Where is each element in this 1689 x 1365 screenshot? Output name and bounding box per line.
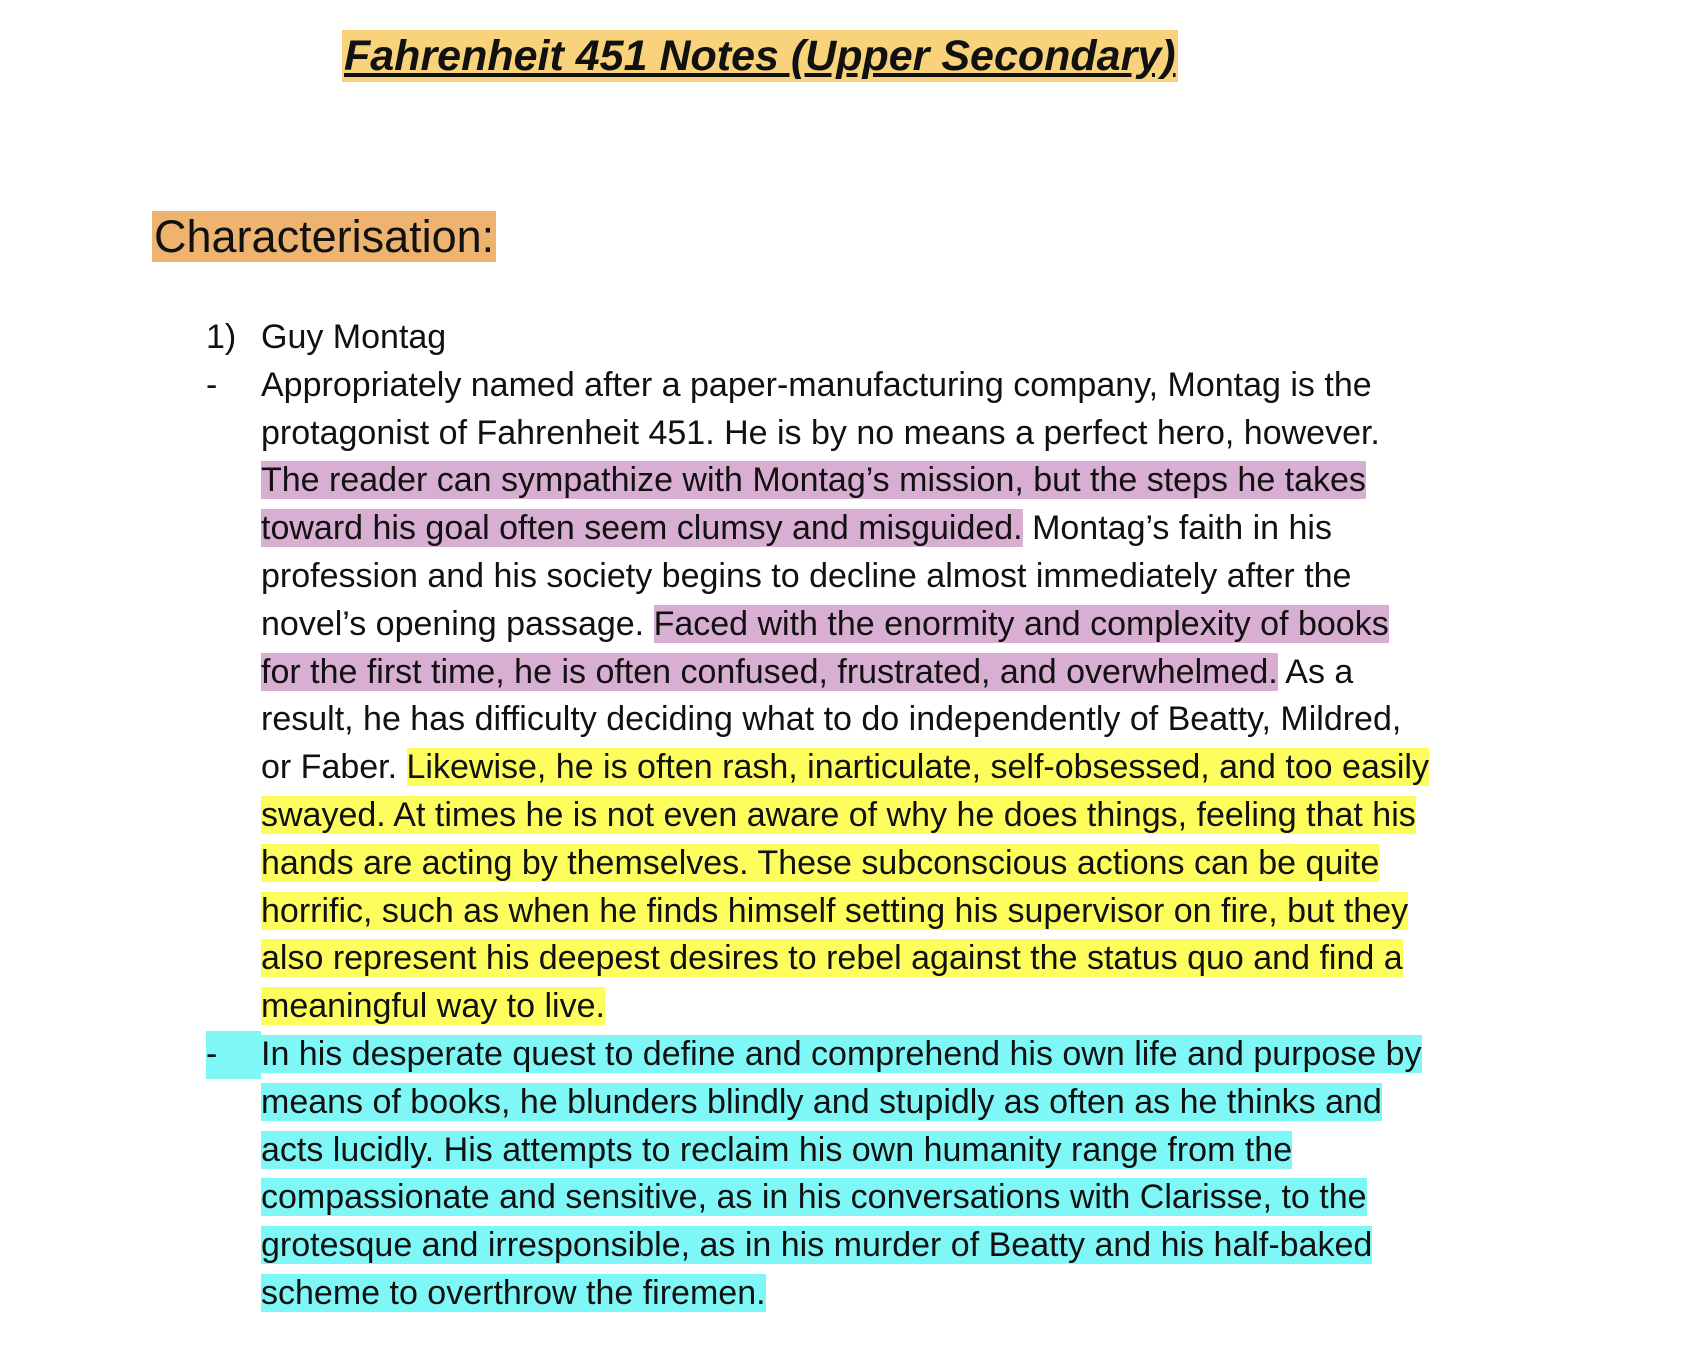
numbered-item — [0, 314, 1431, 362]
cyan-highlight-segment: In his desperate quest to define and comprehend his own life and purpose by means of books, he blunders blindly and stupidly as often as he thinks and acts lucidly. His attempts to reclaim his own humanity range from the compassionate and sensitive, as in his conversations with Clarisse, to the grotesque and irresponsible, as in his murder of Beatty and his half-baked scheme to overthrow the firemen. — [261, 1034, 1422, 1312]
purple-highlight-segment: Faced with the enormity and complexity of books for the first time, he is often confused, frustrated, and overwhelmed. — [261, 604, 1389, 691]
purple-highlight-segment: The reader can sympathize with Montag’s mission, but the steps he takes toward his goal often seem clumsy and misguided. — [261, 461, 1366, 548]
document-title-text: Fahrenheit 451 Notes (Upper Secondary) — [344, 32, 1176, 80]
bullet-marker: - — [206, 1031, 261, 1079]
item-title: Guy Montag — [261, 318, 447, 356]
plain-text-segment: As a result, he has difficulty deciding what to do independently of Beatty, Mildred, or Faber. — [261, 652, 1402, 787]
plain-text-segment: Appropriately named after a paper-manufacturing company, Montag is the protagonist of Fahrenheit 451. He is by no means a perfect hero, however. — [261, 365, 1380, 452]
characterisation-list — [0, 314, 1689, 1318]
bullet-paragraph — [261, 1031, 1431, 1318]
bullet-paragraph — [261, 362, 1431, 1031]
section-heading — [152, 209, 496, 265]
yellow-highlight-segment: Likewise, he is often rash, inarticulate, self-obsessed, and too easily swayed. At times he is not even aware of why he does things, feeling that his hands are acting by themselves. These subconscious actions can be quite horrific, such as when he finds himself setting his supervisor on fire, but they also represent his deepest desires to rebel against the status quo and find a meaningful way to live. — [261, 748, 1429, 1026]
item-number: 1) — [206, 318, 237, 356]
bullet-marker: - — [206, 365, 218, 404]
plain-text-segment: Montag’s faith in his profession and his society begins to decline almost immediately after the novel’s opening passage. — [261, 509, 1352, 643]
section-heading-text: Characterisation: — [154, 211, 495, 262]
bullet-point — [0, 1031, 1431, 1318]
bullet-point — [0, 362, 1431, 1031]
document-title — [342, 28, 1178, 84]
